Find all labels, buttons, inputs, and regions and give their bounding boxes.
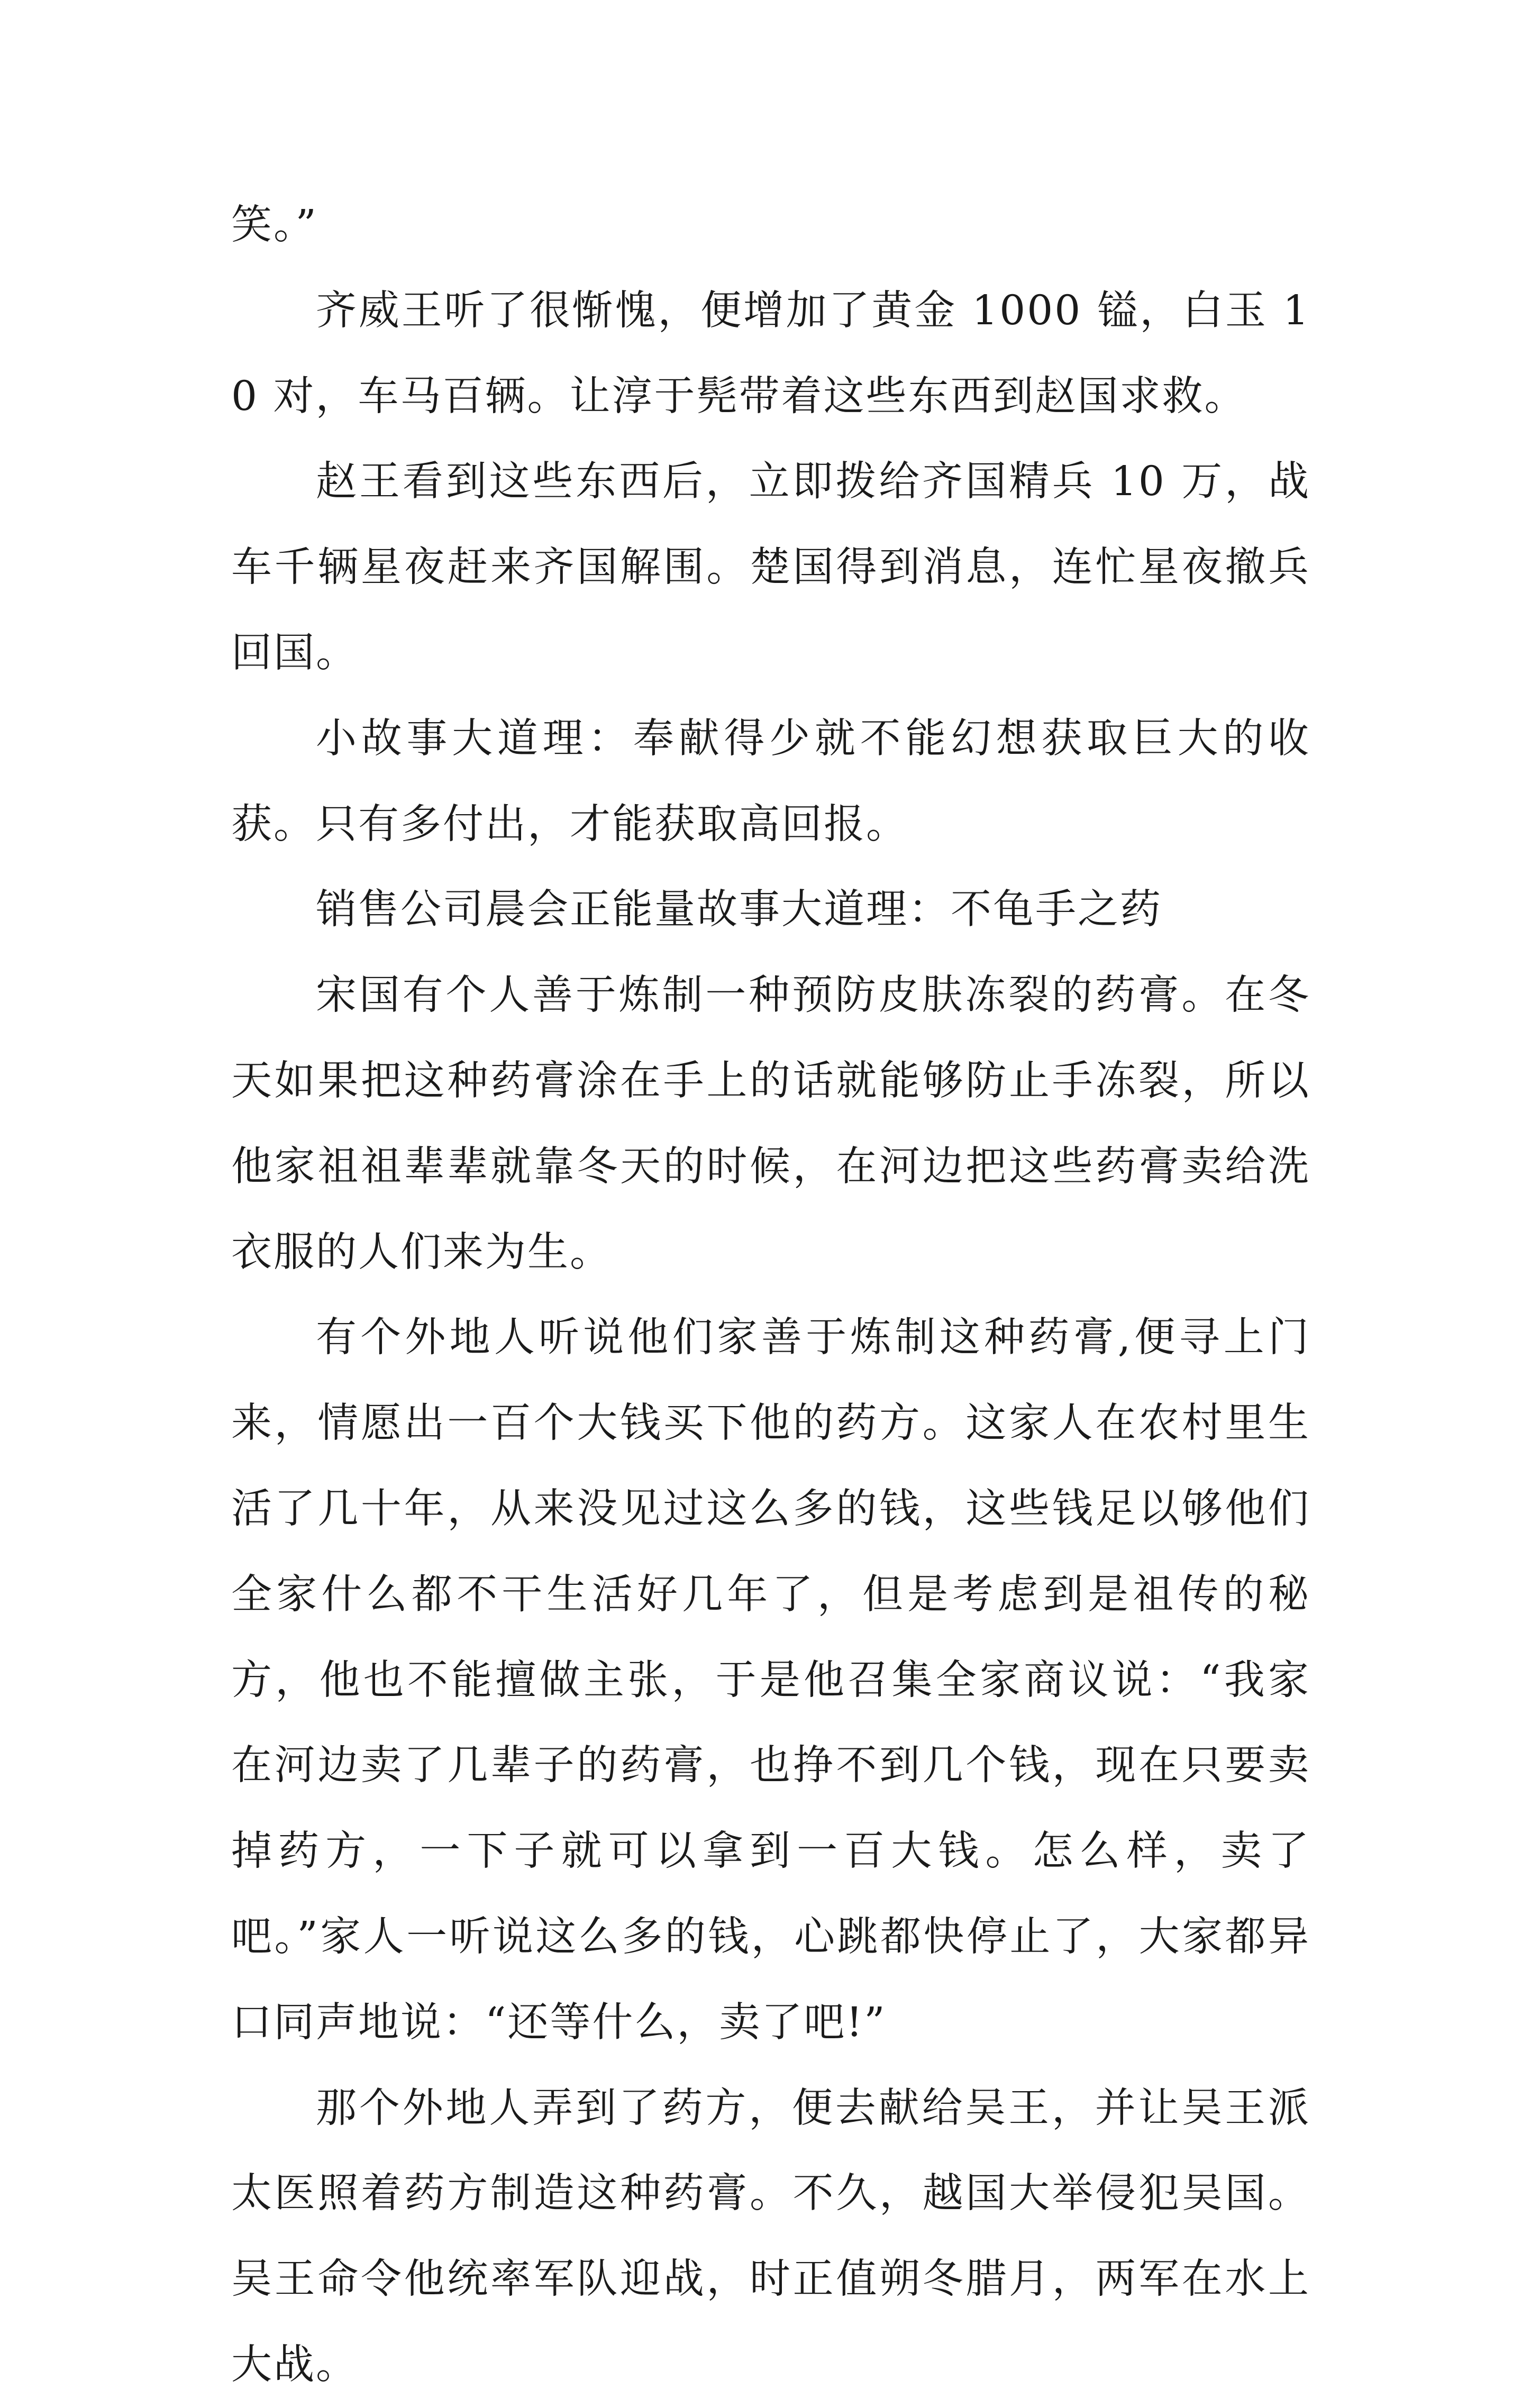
paragraph-1: 笑。” (231, 202, 318, 249)
section-heading: 销售公司晨会正能量故事大道理：不龟手之药 (316, 886, 1162, 934)
paragraph-7: 有个外地人听说他们家善于炼制这种药膏,便寻上门来，情愿出一百个大钱买下他的药方。这家人在农村里生活了几十年，从来没见过这么多的钱，这些钱足以够他们全家什么都不干生活好几年了，但是考虑到是祖传的秘方，他也不能擅做主张，于是他召集全家商议说：“我家在河边卖了几辈子的药膏，也挣不到几个钱，现在只要卖掉药方，一下子就可以拿到一百大钱。怎么样，卖了吧。”家人一听说这么多的钱，心跳都快停止了，大家都异口同声地说：“还等什么，卖了吧!” (231, 1314, 1310, 2046)
paragraph-3: 赵王看到这些东西后，立即拨给齐国精兵 10 万，战车千辆星夜赶来齐国解围。楚国得到消息，连忙星夜撤兵回国。 (231, 458, 1310, 677)
paragraph-2: 齐威王听了很惭愧，便增加了黄金 1000 镒，白玉 10 对，车马百辆。让淳于髡带着这些东西到赵国求救。 (231, 287, 1310, 420)
paragraph-8: 那个外地人弄到了药方，便去献给吴王，并让吴王派太医照着药方制造这种药膏。不久，越国大举侵犯吴国。吴王命令他统率军队迎战，时正值朔冬腊月，两军在水上大战。 (231, 2084, 1310, 2388)
paragraph-4: 小故事大道理：奉献得少就不能幻想获取巨大的收获。只有多付出，才能获取高回报。 (231, 715, 1310, 848)
paragraph-6: 宋国有个人善于炼制一种预防皮肤冻裂的药膏。在冬天如果把这种药膏涂在手上的话就能够防止手冻裂，所以他家祖祖辈辈就靠冬天的时候，在河边把这些药膏卖给洗衣服的人们来为生。 (231, 972, 1310, 1276)
document-body (231, 183, 1310, 2408)
